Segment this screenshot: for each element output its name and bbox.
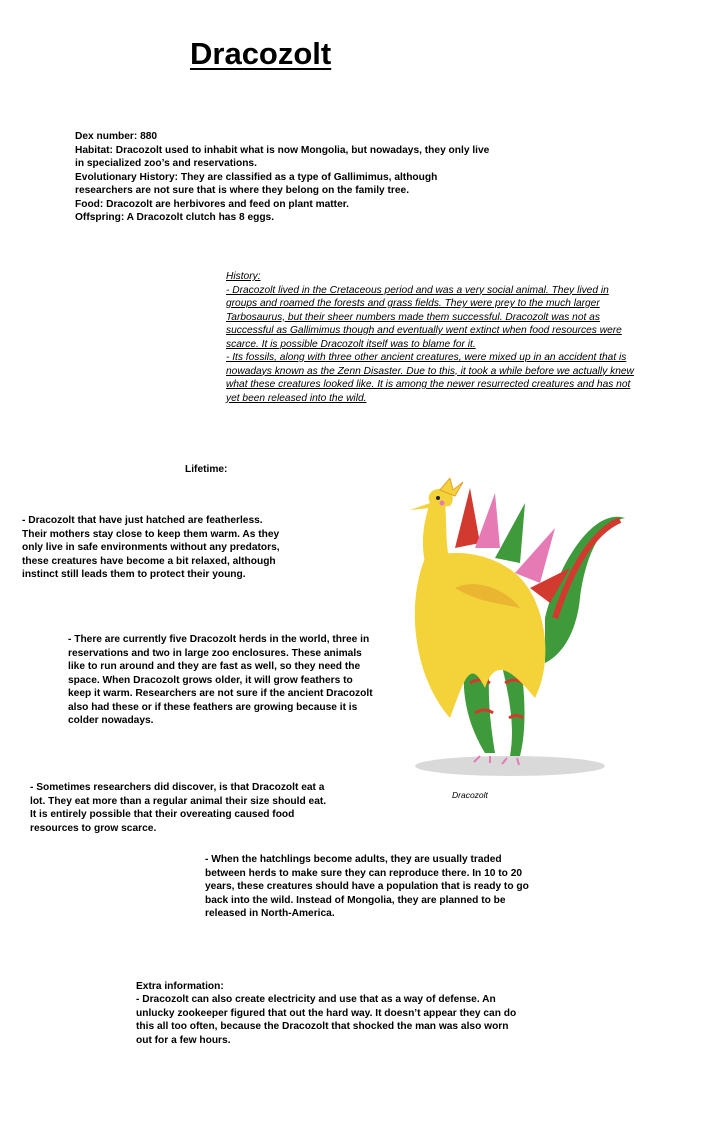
- page-title: Dracozolt: [190, 36, 332, 71]
- neck: [423, 503, 450, 563]
- history-paragraph: - Its fossils, along with three other ancient creatures, were mixed up in an accident that is nowadays known as the Zenn Disaster. Due to this, it took a while before we actually knew what these creatures looked like. It is among the newer resurrected creatures and has not yet been released into the wild.: [226, 352, 634, 404]
- eye: [436, 496, 440, 500]
- back-spike: [475, 493, 500, 548]
- lifetime-paragraph: - Sometimes researchers did discover, is that Dracozolt eat a lot. They eat more than a regular animal their size should eat. It is entirely possible that their overeating caused food resources to grow scarce.: [30, 782, 327, 834]
- extra-heading: Extra information:: [136, 981, 224, 992]
- lifetime-paragraph: - When the hatchlings become adults, they are usually traded between herds to make sure they can reproduce there. In 10 to 20 years, these creatures should have a population that is ready to go back into the wild. Instead of Mongolia, they are planned to be released in North-America.: [205, 854, 529, 919]
- food: Food: Dracozolt are herbivores and feed on plant matter.: [75, 198, 349, 210]
- dex-number: Dex number: 880: [75, 131, 158, 142]
- cheek: [440, 501, 445, 506]
- lifetime-paragraph: - Dracozolt that have just hatched are featherless. Their mothers stay close to keep them warm. As they only live in safe environments without any predators, these creatures have become a bit relaxed, although instinct still leads them to protect their young.: [22, 515, 280, 580]
- back-spike: [455, 488, 480, 548]
- ground-shadow: [415, 756, 605, 776]
- info-block: [75, 130, 495, 225]
- illustration-caption: Dracozolt: [452, 790, 488, 800]
- history-block: [226, 270, 636, 405]
- evolutionary-history: Evolutionary History: They are classified as a type of Gallimimus, although researchers are not sure that is where they belong on the family tree.: [75, 171, 438, 196]
- history-paragraph: - Dracozolt lived in the Cretaceous period and was a very social animal. They lived in groups and roamed the forests and grass fields. They were prey to the much larger Tarbosaurus, but their sheer numbers made them successful. Dracozolt was not as successful as Gallimimus though and eventually went extinct when food resources were scarce. It is possible Dracozolt itself was to blame for it.: [226, 284, 622, 350]
- lifetime-paragraph: - There are currently five Dracozolt herds in the world, three in reservations and two in large zoo enclosures. These animals like to run around and they are fast as well, so they need the space. When Dracozolt grows older, it will grow feathers to keep it warm. Researchers are not sure if the ancient Dracozolt also had these or if these feathers are growing because it is colder nowadays.: [68, 634, 373, 726]
- offspring: Offspring: A Dracozolt clutch has 8 eggs.: [75, 212, 275, 223]
- dracozolt-illustration: [395, 478, 635, 788]
- habitat: Habitat: Dracozolt used to inhabit what is now Mongolia, but nowadays, they only live in specialized zoo’s and reservations.: [75, 144, 490, 169]
- lifetime-heading: Lifetime:: [185, 464, 228, 475]
- history-heading: History:: [226, 271, 261, 282]
- extra-paragraph: - Dracozolt can also create electricity and use that as a way of defense. An unlucky zookeeper figured that out the hard way. It doesn’t appear they can do this all too often, because the Dracozolt that shocked the man was also worn out for a few hours.: [136, 994, 517, 1046]
- back-spike: [495, 503, 525, 563]
